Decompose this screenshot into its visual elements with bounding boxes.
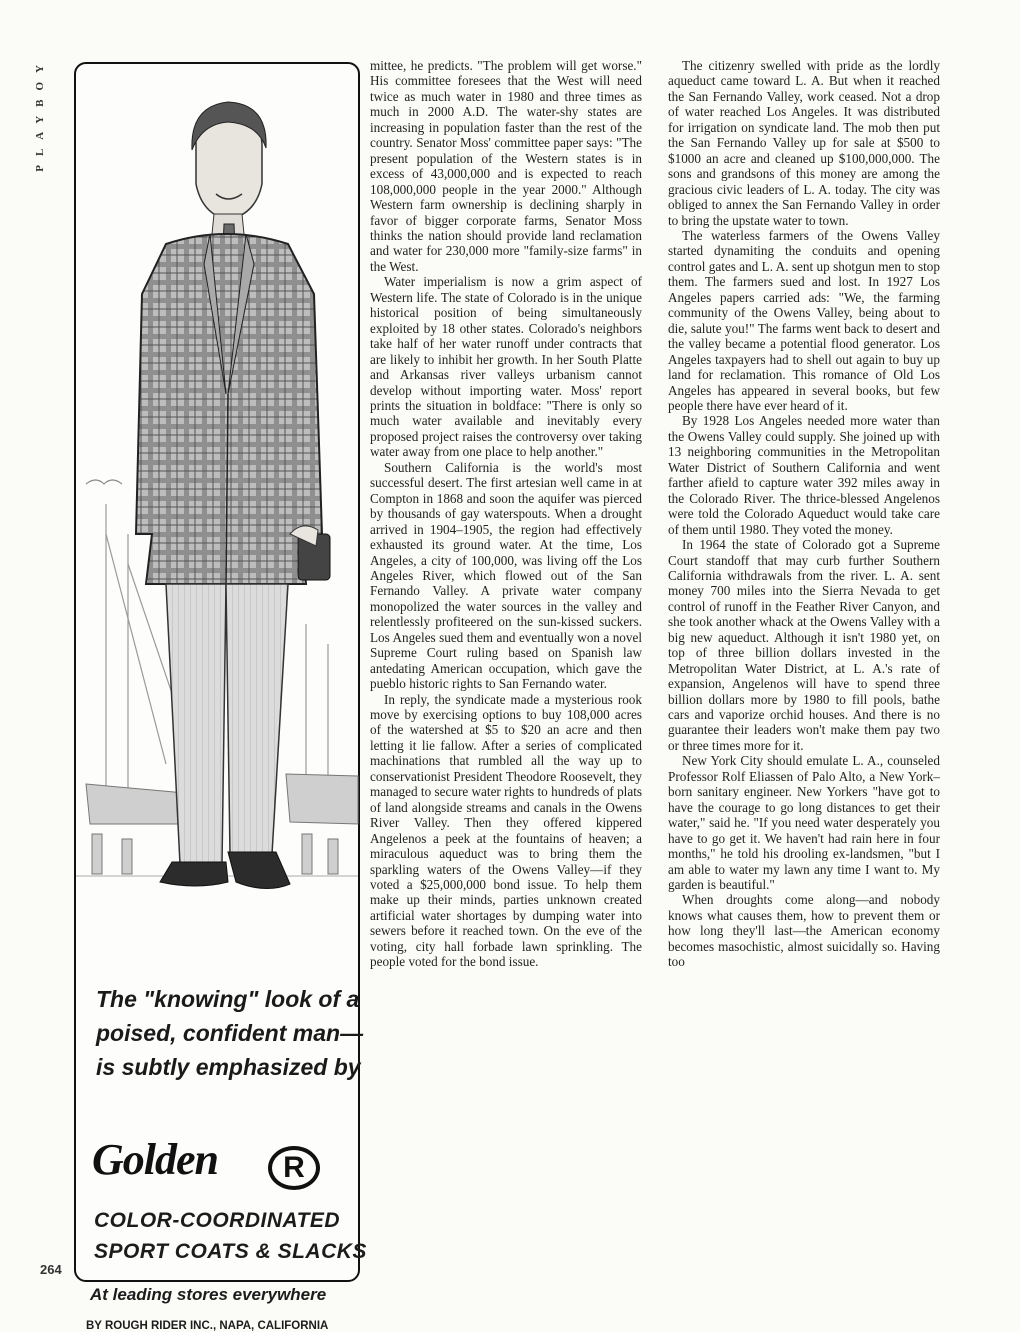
ad-manufacturer: BY ROUGH RIDER INC., NAPA, CALIFORNIA: [86, 1320, 329, 1332]
running-head: PLAYBOY: [34, 56, 46, 172]
article-paragraph: In 1964 the state of Colorado got a Supreme Court standoff that may curb further Southern California withdrawals from the river. L. A. sent money 700 miles into the Sierra Nevada to get control of runoff in the Feather River Canyon, and she took another whack at the Owens Valley with a big new aqueduct. Although it isn't 1980 yet, on top of three billion dollars invested in the Metropolitan Water District, at L. A.'s rate of expansion, Angelenos will have to spend three billion dollars more by 1980 to fill pools, bathe cars and vaporize orchid houses. And there is no guarantee their leaders won't make them pay two or three times more for it.: [668, 537, 940, 753]
brand-mark-icon: R: [268, 1146, 320, 1190]
ad-availability: At leading stores everywhere: [90, 1285, 327, 1304]
article-paragraph: In reply, the syndicate made a mysterious rook move by exercising options to buy 108,000 acres of the watershed at $5 to $20 an acre and then letting it lie fallow. After a series of complicated machinations that rumbled all the way up to conservationist President Theodore Roosevelt, they managed to secure water rights to hundreds of plats of land alongside streams and canals in the Owens River Valley. Then they offered kippered Angelenos a peek at the fountains of heaven; a miraculous aqueduct was to bring them the sparkling waters of the Owens Valley—if they voted a $25,000,000 bond issue. To help them make up their minds, parties unknown created artificial water shortages by dumping water into sewers before it reached town. On the eve of the voting, city hall forbade lawn sprinkling. The people voted for the bond issue.: [370, 691, 642, 970]
article-paragraph: By 1928 Los Angeles needed more water than the Owens Valley could supply. She joined up with 13 neighboring communities in the Metropolitan Water District of Southern California and went farther afield to capture water 392 miles away in the Colorado River. The thrice-blessed Angelenos were told the Colorado Aqueduct would take care of them until 1980. They voted the money.: [668, 413, 940, 537]
ad-headline-line: The "knowing" look of a: [96, 986, 360, 1012]
article-paragraph: The citizenry swelled with pride as the lordly aqueduct came toward L. A. But when it reached the San Fernando Valley, work ceased. Not a drop of water reached Los Angeles. It was distributed for irrigation on syndicate land. The mob then put the San Fernando Valley up for sale at $500 to $1000 an acre and cleaned up $100,000,000. The sons and grandsons of this money are among the gracious civic leaders of L. A. today. The city was obliged to annex the San Fernando Valley in order to bring the upstate water to town.: [668, 58, 940, 228]
article-paragraph: When droughts come along—and nobody knows what causes them, how to prevent them or how long they'll last—the American economy becomes masochistic, almost suicidally so. Having too: [668, 892, 940, 970]
ad-headline: [96, 982, 364, 1084]
article-column-1: [370, 58, 642, 970]
article-paragraph: New York City should emulate L. A., counseled Professor Rolf Eliassen of Palo Alto, a New York–born sanitary engineer. New Yorkers "have got to have the courage to go long distances to get their water," said he. "If you need water desperately you have to go get it. We haven't had rain here in four months," he told his drooling ex-landsmen, "but I am able to water my lawn any time I want to. My garden is beautiful.": [668, 753, 940, 893]
ad-tagline: [94, 1205, 367, 1267]
article-paragraph: mittee, he predicts. "The problem will get worse." His committee foresees that the West will need twice as much water in 1980 and three times as much in 2000 A.D. The water-shy states are increasing in population faster than the rest of the country. Senator Moss' committee paper says: "The present population of the Western states is in excess of 43,000,000 and is expected to reach 108,000,000 people in the year 2000." Although Western farm ownership is declining sharply in favor of bigger corporate farms, Senator Moss thinks the nation should provide land reclamation and water for 230,000 more "family-size farms" in the West.: [370, 58, 642, 274]
page-number: 264: [40, 1262, 62, 1277]
article-paragraph: The waterless farmers of the Owens Valley started dynamiting the conduits and opening control gates and L. A. sent up shotgun men to stop them. The farmers sued and lost. In 1927 Los Angeles papers carried ads: "We, the farming community of the Owens Valley, being about to die, salute you!" The farms went back to desert and the valley became a potential flood generator. Los Angeles taxpayers had to shell out again to buy up land for reclamation. This romance of Old Los Angeles has appeared in several books, but few people there have ever heard of it.: [668, 227, 940, 413]
ad-headline-line: poised, confident man—: [96, 1020, 364, 1046]
article-paragraph: Southern California is the world's most successful desert. The first artesian well came in at Compton in 1868 and soon the aquifer was pierced by thousands of gay waterspouts. When a drought arrived in 1904–1905, the region had effectively exhausted its ground water. At the time, Los Angeles, a city of 100,000, was living off the Los Angeles River, which flowed out of the San Fernando Valley. A private water company monopolized the water sources in the valley and relentlessly profiteered on the sun-kissed suckers. Los Angeles sued them and eventually won a novel Supreme Court ruling based on Spanish law antedating American occupation, which gave the pueblo historic rights to San Fernando water.: [370, 459, 642, 692]
man-in-plaid-sportcoat-illustration: [76, 64, 358, 954]
ad-tagline-line: COLOR-COORDINATED: [94, 1209, 341, 1232]
article-column-2: [668, 58, 940, 970]
advertisement: [74, 62, 367, 1332]
article-paragraph: Water imperialism is now a grim aspect of Western life. The state of Colorado is in the unique historical position of being simultaneously exploited by 18 other states. Colorado's neighbors take half of her water runoff under contracts that are likely to inhibit her growth. In her South Platte and Arkansas river valleys urbanism cannot develop without importing water. Moss' report prints the situation in boldface: "There is only so much water available and inevitably every proposed project raises the controversy over taking water away from one place to help another.": [370, 274, 642, 460]
ad-tagline-line: SPORT COATS & SLACKS: [94, 1240, 367, 1263]
ad-headline-line: is subtly emphasized by: [96, 1054, 361, 1080]
brand-name: Golden: [92, 1135, 218, 1184]
brand-logo: [92, 1134, 352, 1194]
